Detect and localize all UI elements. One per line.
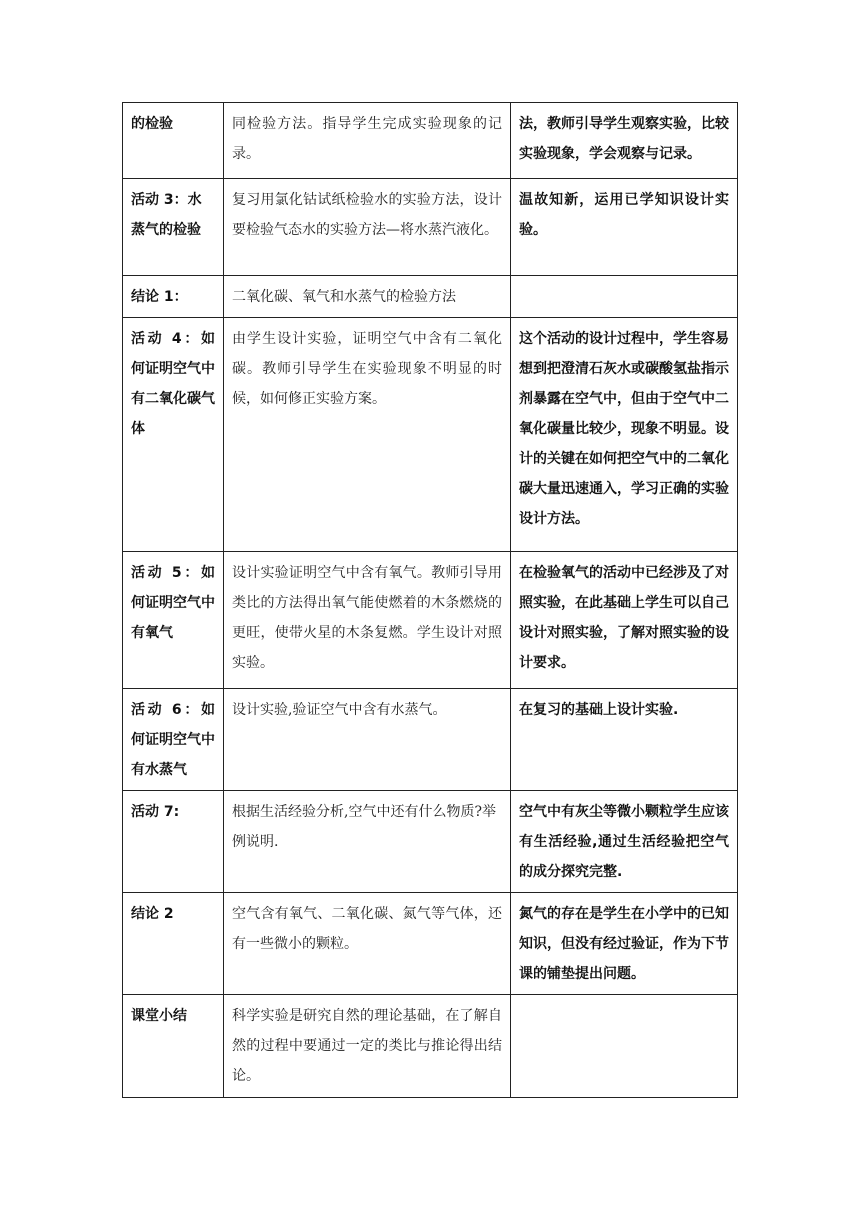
teacher-activity-cell: 设计实验证明空气中含有氧气。教师引导用类比的方法得出氧气能使燃着的木条燃烧的更旺，使带火星的木条复燃。学生设计对照实验。: [224, 552, 511, 689]
lesson-plan-table: [122, 102, 738, 1098]
table-row: [123, 179, 738, 276]
teacher-activity-cell: 二氧化碳、氧气和水蒸气的检验方法: [224, 276, 511, 318]
table-row: [123, 893, 738, 995]
activity-cell: 活动 6：如何证明空气中有水蒸气: [123, 689, 224, 791]
design-intent-cell: 空气中有灰尘等微小颗粒学生应该有生活经验,通过生活经验把空气的成分探究完整.: [511, 791, 738, 893]
activity-cell: 活动 5：如何证明空气中有氧气: [123, 552, 224, 689]
activity-cell: 活动 7:: [123, 791, 224, 893]
activity-cell: 活动 3：水蒸气的检验: [123, 179, 224, 276]
design-intent-cell: [511, 276, 738, 318]
design-intent-cell: 温故知新，运用已学知识设计实验。: [511, 179, 738, 276]
table-row: [123, 276, 738, 318]
teacher-activity-cell: 根据生活经验分析,空气中还有什么物质?举例说明.: [224, 791, 511, 893]
activity-cell: 的检验: [123, 103, 224, 179]
activity-cell: 活动 4：如何证明空气中有二氧化碳气体: [123, 318, 224, 552]
table-row: [123, 689, 738, 791]
teacher-activity-cell: 由学生设计实验，证明空气中含有二氧化碳。教师引导学生在实验现象不明显的时候，如何修正实验方案。: [224, 318, 511, 552]
design-intent-cell: [511, 995, 738, 1098]
teacher-activity-cell: 复习用氯化钴试纸检验水的实验方法，设计要检验气态水的实验方法—将水蒸汽液化。: [224, 179, 511, 276]
design-intent-cell: 这个活动的设计过程中，学生容易想到把澄清石灰水或碳酸氢盐指示剂暴露在空气中，但由于空气中二氧化碳量比较少，现象不明显。设计的关键在如何把空气中的二氧化碳大量迅速通入，学习正确的实验设计方法。: [511, 318, 738, 552]
teacher-activity-cell: 科学实验是研究自然的理论基础，在了解自然的过程中要通过一定的类比与推论得出结论。: [224, 995, 511, 1098]
table-row: [123, 103, 738, 179]
table-row: [123, 318, 738, 552]
design-intent-cell: 氮气的存在是学生在小学中的已知知识，但没有经过验证，作为下节课的铺垫提出问题。: [511, 893, 738, 995]
table-row: [123, 552, 738, 689]
activity-cell: 结论 2: [123, 893, 224, 995]
teacher-activity-cell: 空气含有氧气、二氧化碳、氮气等气体，还有一些微小的颗粒。: [224, 893, 511, 995]
teacher-activity-cell: 设计实验,验证空气中含有水蒸气。: [224, 689, 511, 791]
design-intent-cell: 在复习的基础上设计实验.: [511, 689, 738, 791]
table-row: [123, 995, 738, 1098]
design-intent-cell: 法，教师引导学生观察实验，比较实验现象，学会观察与记录。: [511, 103, 738, 179]
activity-cell: 结论 1：: [123, 276, 224, 318]
teacher-activity-cell: 同检验方法。指导学生完成实验现象的记录。: [224, 103, 511, 179]
design-intent-cell: 在检验氧气的活动中已经涉及了对照实验，在此基础上学生可以自己设计对照实验，了解对照实验的设计要求。: [511, 552, 738, 689]
activity-cell: 课堂小结: [123, 995, 224, 1098]
table-row: [123, 791, 738, 893]
